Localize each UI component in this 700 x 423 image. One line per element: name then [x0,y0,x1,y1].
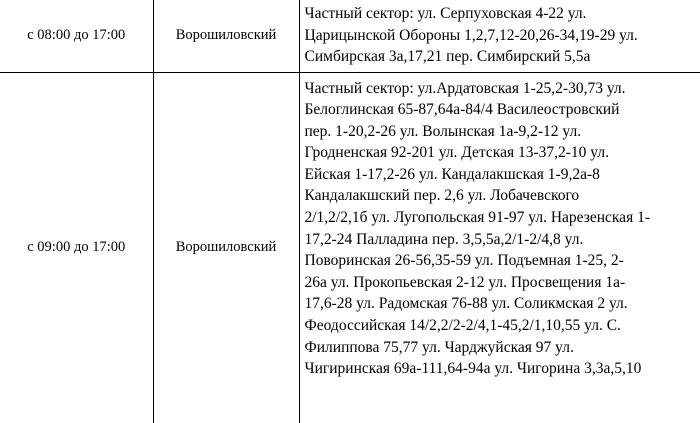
address-text [300,0,700,68]
address-line: Белоглинская 65-87,64а-84/4 Василеостровский [304,101,620,119]
time-cell: с 08:00 до 17:00 [0,0,153,72]
address-line: Филиппова 75,77 ул. Чарджуйская 97 ул. [304,338,574,356]
table-row [0,0,700,72]
address-line: 26а ул. Прокопьевская 2-12 ул. Просвещения 1а- [304,273,626,291]
address-line: Ейская 1-17,2-26 ул. Кандалакшская 1-9,2а-8 [304,165,600,183]
address-cell [299,72,700,423]
address-line: 17,6-28 ул. Радомская 76-88 ул. Соликмская 2 ул. [304,295,628,313]
address-text [300,73,700,380]
time-cell: с 09:00 до 17:00 [0,72,153,423]
address-line: 2/1,2/2,1б ул. Лугопольская 91-97 ул. Нарезенская 1- [304,209,650,227]
address-line: Чигиринская 69а-111,64-94а ул. Чигорина 3,3а,5,10 [304,360,642,378]
address-cell [299,0,700,72]
address-line: Царицынской Обороны 1,2,7,12-20,26-34,19-29 ул. [304,26,638,44]
address-line: пер. 1-20,2-26 ул. Волынская 1а-9,2-12 ул. [304,122,582,140]
address-line: Частный сектор: ул. Серпуховская 4-22 ул. [304,5,587,22]
district-cell: Ворошиловский [153,0,299,72]
address-line: Феодоссийская 14/2,2/2-2/4,1-45,2/1,10,55 ул. С. [304,317,621,335]
address-line: Гродненская 92-201 ул. Детская 13-37,2-10 ул. [304,144,609,162]
table-row [0,72,700,423]
address-line: Кандалакшский пер. 2,6 ул. Лобачевского [304,187,580,205]
address-line: Поворинская 26-56,35-59 ул. Подъемная 1-25, 2- [304,252,624,270]
address-line: 17,2-24 Палладина пер. 3,5,5а,2/1-2/4,8 ул. [304,230,584,248]
address-line: Частный сектор: ул.Ардатовская 1-25,2-30,73 ул. [304,79,626,97]
address-line: Симбирская 3а,17,21 пер. Симбирский 5,5а [304,48,591,66]
district-cell: Ворошиловский [153,72,299,423]
